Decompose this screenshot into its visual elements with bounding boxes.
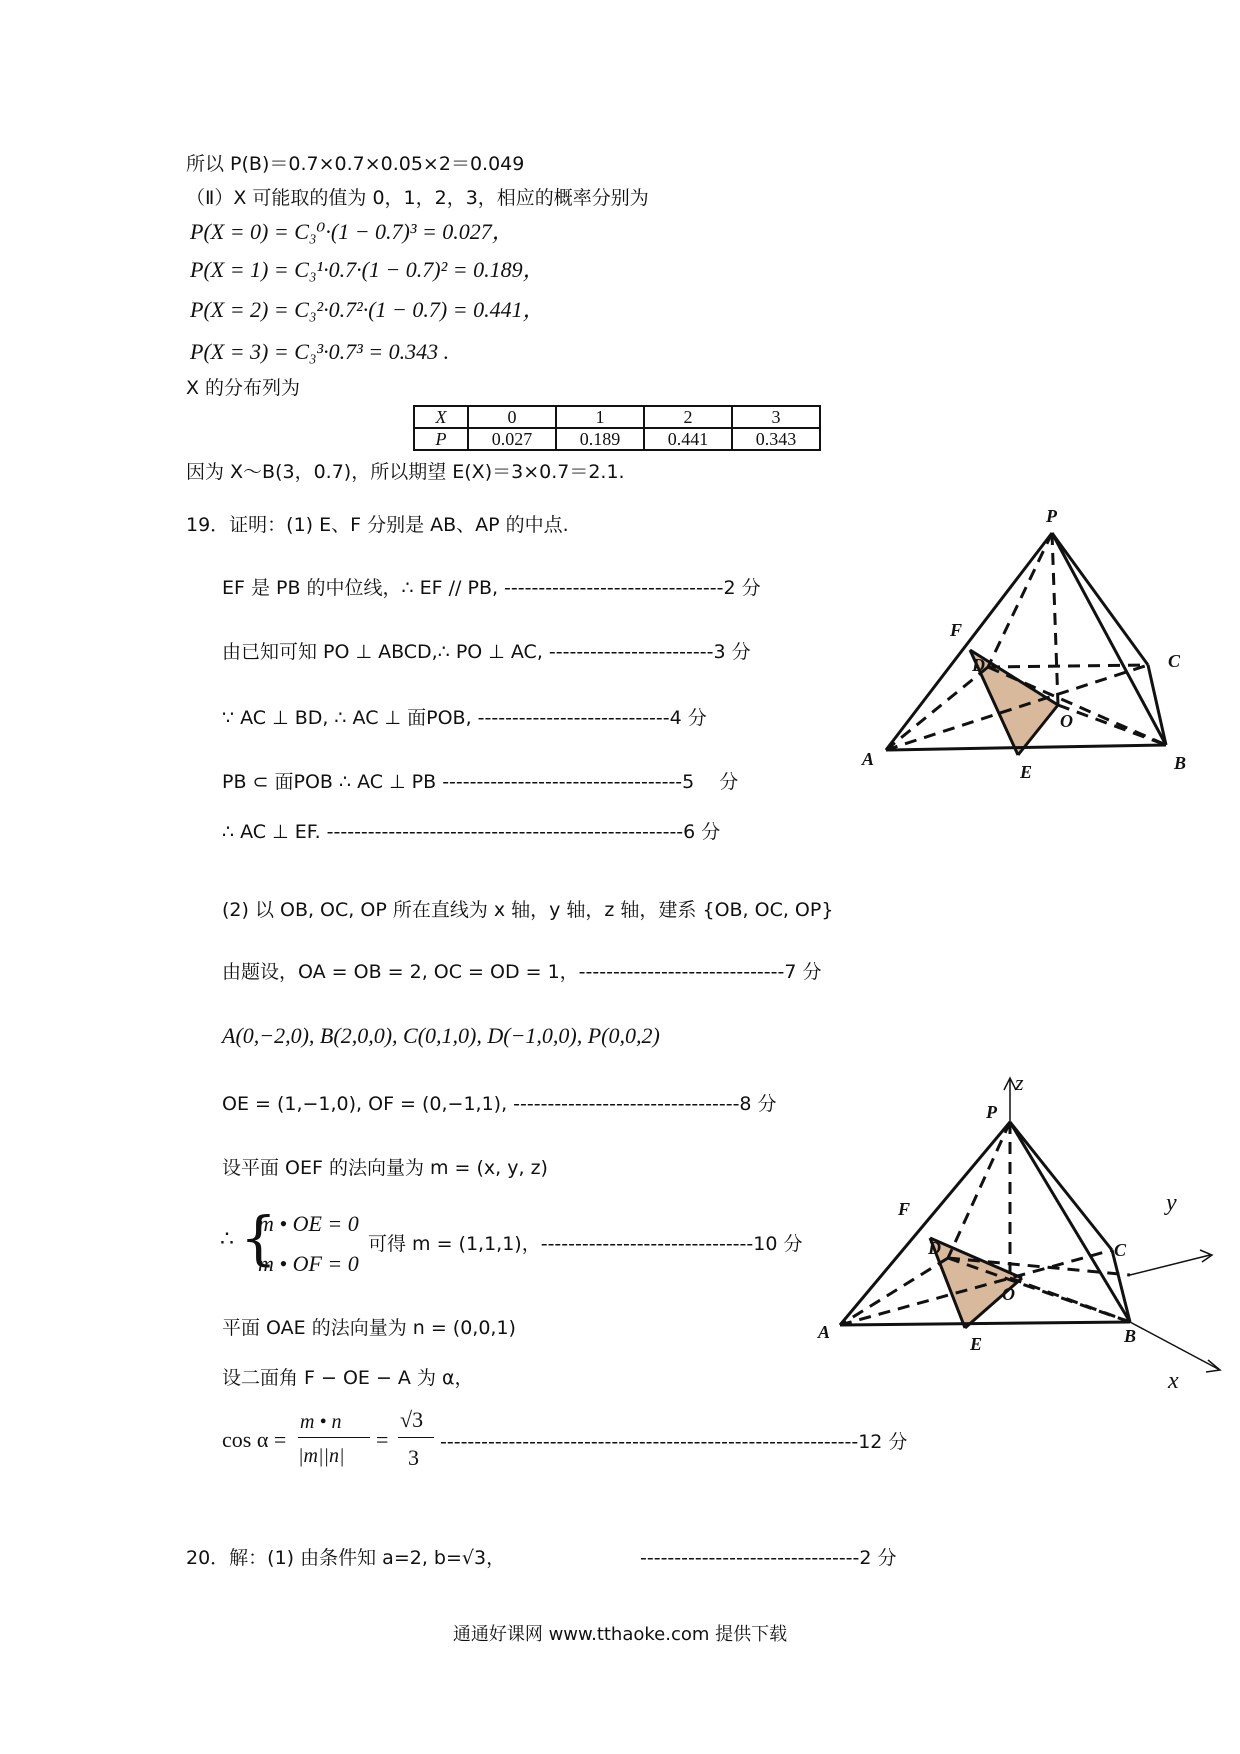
shaded-triangle bbox=[930, 1238, 1022, 1328]
normal-vector-result: 可得 m = (1,1,1)，-------------------------------10 分 bbox=[368, 1233, 803, 1255]
label-b: B bbox=[1124, 1326, 1137, 1346]
label-c: C bbox=[1114, 1240, 1127, 1260]
dihedral-angle-def: 设二面角 F − OE − A 为 α， bbox=[222, 1367, 474, 1389]
proof-step-4: PB ⊂ 面POB ∴ AC ⊥ PB -----------------------------------5 分 bbox=[222, 771, 739, 793]
expectation-line: 因为 X～B(3，0.7)，所以期望 E(X)＝3×0.7＝2.1. bbox=[186, 461, 625, 483]
label-e: E bbox=[970, 1334, 983, 1354]
result-denominator: 3 bbox=[408, 1445, 419, 1470]
given-lengths: 由题设，OA = OB = 2, OC = OD = 1，------------------------------7 分 bbox=[222, 961, 822, 983]
fraction-denominator: |m||n| bbox=[298, 1445, 345, 1467]
label-o: O bbox=[1002, 1284, 1015, 1304]
coordinates: A(0,−2,0), B(2,0,0), C(0,1,0), D(−1,0,0), P(0,0,2) bbox=[222, 1023, 660, 1048]
fraction-bar bbox=[298, 1437, 370, 1438]
table-cell: P bbox=[414, 428, 468, 450]
equals-sign: = bbox=[376, 1427, 389, 1452]
pyramid-figure-1 bbox=[840, 495, 1220, 795]
table-cell: 0.343 bbox=[732, 428, 820, 450]
result-numerator: √3 bbox=[400, 1407, 424, 1432]
table-cell: X bbox=[414, 406, 468, 428]
axis-label-y: y bbox=[1166, 1190, 1177, 1216]
label-d: D bbox=[928, 1238, 941, 1258]
proof-step-5: ∴ AC ⊥ EF. ----------------------------------------------------6 分 bbox=[222, 821, 721, 843]
normal-vector-setup: 设平面 OEF 的法向量为 m = (x, y, z) bbox=[222, 1157, 548, 1179]
prob-x2: P(X = 2) = C₃²·0.7²·(1 − 0.7) = 0.441， bbox=[190, 297, 545, 322]
vectors-oe-of: OE = (1,−1,0), OF = (0,−1,1), ---------------------------------8 分 bbox=[222, 1093, 777, 1115]
pyramid-figure-2 bbox=[810, 1060, 1230, 1400]
prob-b-line: 所以 P(B)＝0.7×0.7×0.05×2＝0.049 bbox=[186, 153, 525, 175]
axis-label-x: x bbox=[1168, 1368, 1179, 1394]
prob-x1: P(X = 1) = C₃¹·0.7·(1 − 0.7)² = 0.189， bbox=[190, 257, 545, 282]
table-cell: 0.441 bbox=[644, 428, 732, 450]
table-cell: 0.027 bbox=[468, 428, 556, 450]
label-p: P bbox=[1046, 506, 1057, 526]
prob-x0: P(X = 0) = C₃⁰·(1 − 0.7)³ = 0.027， bbox=[190, 219, 514, 244]
label-d: D bbox=[972, 655, 985, 675]
table-row bbox=[414, 406, 820, 428]
distribution-table bbox=[413, 405, 821, 451]
label-o: O bbox=[1060, 711, 1073, 731]
table-row bbox=[414, 428, 820, 450]
label-f: F bbox=[898, 1199, 911, 1219]
cos-alpha-lhs: cos α = bbox=[222, 1427, 287, 1452]
q20-heading: 20．解：(1) 由条件知 a=2, b=√3， bbox=[186, 1547, 506, 1569]
table-cell: 1 bbox=[556, 406, 644, 428]
label-a: A bbox=[818, 1322, 831, 1342]
label-a: A bbox=[862, 749, 875, 769]
q19-heading: 19．证明：(1) E、F 分别是 AB、AP 的中点. bbox=[186, 514, 569, 536]
page-footer: 通通好课网 www.tthaoke.com 提供下载 bbox=[452, 1624, 788, 1645]
proof-step-1: EF 是 PB 的中位线，∴ EF // PB, --------------------------------2 分 bbox=[222, 577, 761, 599]
part2-intro: （Ⅱ）X 可能取的值为 0，1，2，3，相应的概率分别为 bbox=[186, 187, 649, 209]
result-fraction-bar bbox=[398, 1437, 434, 1438]
proof-step-3: ∵ AC ⊥ BD, ∴ AC ⊥ 面POB, ----------------------------4 分 bbox=[222, 707, 707, 729]
score-12: -------------------------------------------------------------12 分 bbox=[440, 1431, 908, 1453]
q20-score: --------------------------------2 分 bbox=[640, 1547, 897, 1569]
prob-x3: P(X = 3) = C₃³·0.7³ = 0.343 . bbox=[190, 339, 450, 364]
therefore-symbol: ∴ bbox=[220, 1227, 234, 1252]
label-f: F bbox=[950, 620, 963, 640]
table-cell: 2 bbox=[644, 406, 732, 428]
dist-title: X 的分布列为 bbox=[186, 377, 301, 399]
proof-step-2: 由已知可知 PO ⊥ ABCD,∴ PO ⊥ AC, ------------------------3 分 bbox=[222, 641, 751, 663]
part2-setup: (2) 以 OB, OC, OP 所在直线为 x 轴，y 轴，z 轴，建系 {OB, OC, OP} bbox=[222, 899, 834, 921]
plane-oae-normal: 平面 OAE 的法向量为 n = (0,0,1) bbox=[222, 1317, 516, 1339]
table-cell: 0.189 bbox=[556, 428, 644, 450]
label-c: C bbox=[1168, 651, 1181, 671]
axis-label-z: z bbox=[1015, 1070, 1024, 1095]
equation-2: m • OF = 0 bbox=[258, 1251, 359, 1276]
brace-symbol: { bbox=[240, 1204, 277, 1272]
fraction-numerator: m • n bbox=[300, 1411, 342, 1433]
equation-1: m • OE = 0 bbox=[258, 1211, 359, 1236]
table-cell: 3 bbox=[732, 406, 820, 428]
label-b: B bbox=[1174, 753, 1187, 773]
label-e: E bbox=[1020, 762, 1033, 782]
table-cell: 0 bbox=[468, 406, 556, 428]
label-p: P bbox=[986, 1102, 997, 1122]
